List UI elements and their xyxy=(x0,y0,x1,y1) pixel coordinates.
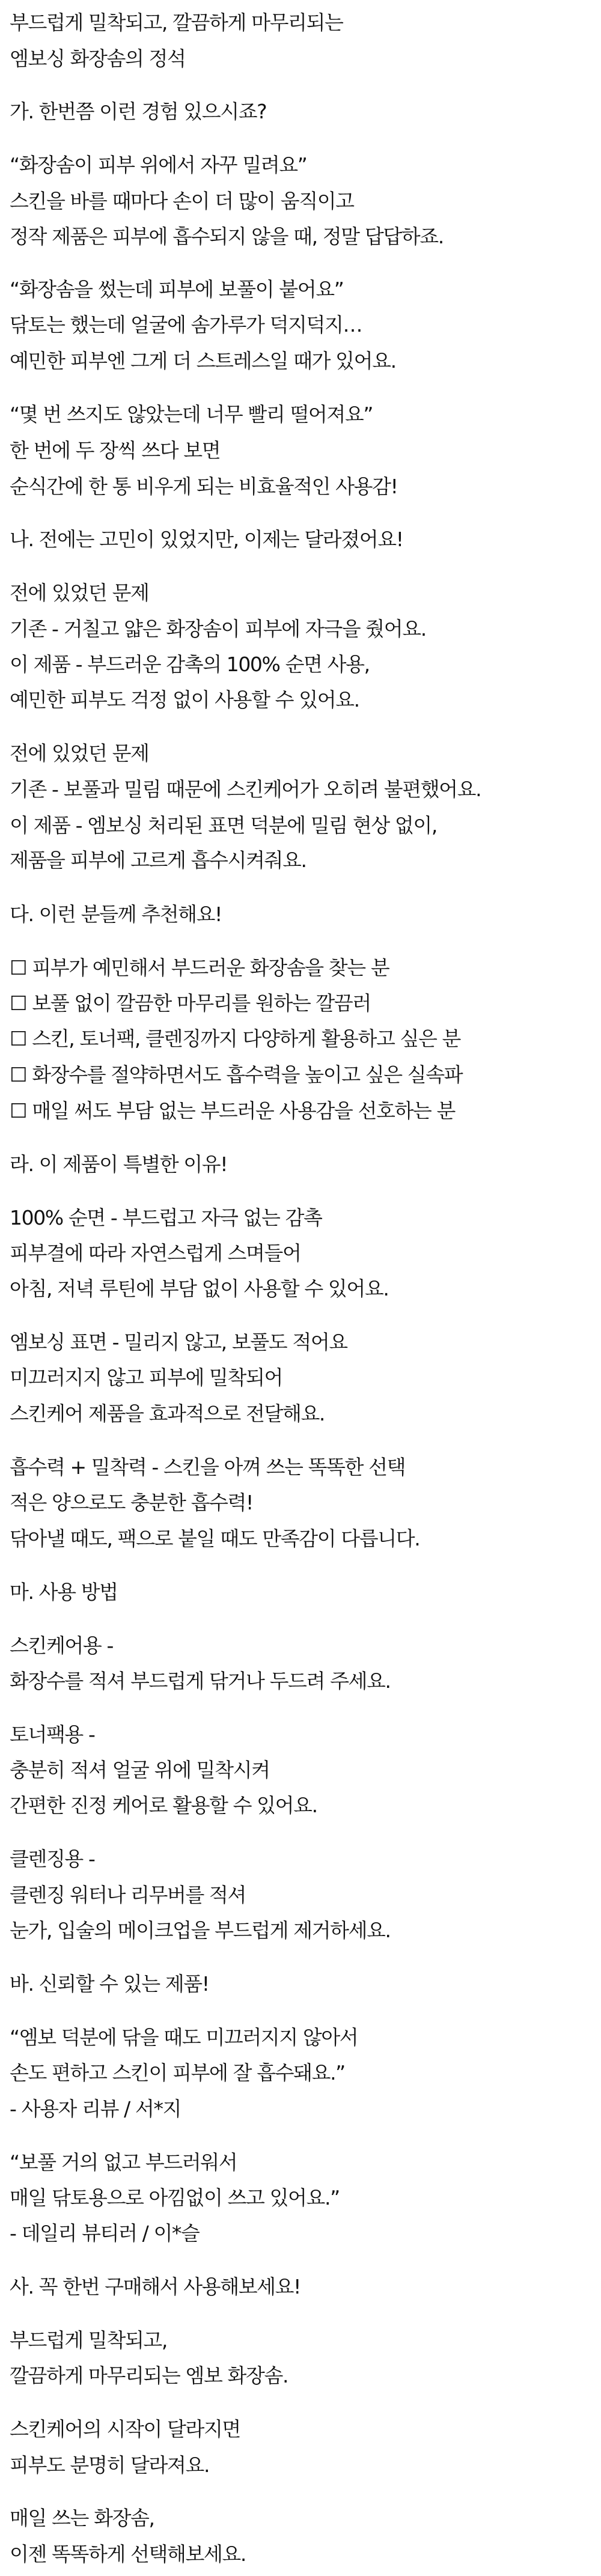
review-1-quote-2: 손도 편하고 스킨이 피부에 잘 흡수돼요.” xyxy=(10,2060,345,2084)
review-2-author: - 데일리 뷰티러 / 이*슬 xyxy=(10,2221,200,2246)
complaint-3-text-1: 한 번에 두 장씩 쓰다 보면 xyxy=(10,438,221,462)
problem-1-label: 전에 있었던 문제 xyxy=(10,580,149,604)
closing-text: 스킨케어의 시작이 달라지면 xyxy=(10,2417,240,2441)
recommend-item: ☐ 화장수를 절약하면서도 흡수력을 높이고 싶은 실속파 xyxy=(10,1062,463,1086)
intro-title-line-2: 엠보싱 화장솜의 정석 xyxy=(10,46,186,70)
review-2-quote-2: 매일 닦토용으로 아낌없이 쓰고 있어요.” xyxy=(10,2185,340,2209)
complaint-2-text-1: 닦토는 했는데 얼굴에 솜가루가 덕지덕지… xyxy=(10,313,362,337)
feature-3-title: 흡수력 + 밀착력 - 스킨을 아껴 쓰는 똑똑한 선택 xyxy=(10,1455,406,1479)
closing-text: 이젠 똑똑하게 선택해보세요. xyxy=(10,2542,246,2566)
review-2-quote-1: “보풀 거의 없고 부드러워서 xyxy=(10,2150,237,2174)
problem-1-before: 기존 - 거칠고 얇은 화장솜이 피부에 자극을 줬어요. xyxy=(10,617,426,641)
recommend-item: ☐ 보풀 없이 깔끔한 마무리를 원하는 깔끔러 xyxy=(10,991,371,1015)
recommend-item: ☐ 스킨, 토너팩, 클렌징까지 다양하게 활용하고 싶은 분 xyxy=(10,1027,461,1051)
complaint-3-quote: “몇 번 쓰지도 않았는데 너무 빨리 떨어져요” xyxy=(10,403,373,427)
closing-text: 매일 쓰는 화장솜, xyxy=(10,2506,154,2530)
usage-1-text: 화장수를 적셔 부드럽게 닦거나 두드려 주세요. xyxy=(10,1669,391,1693)
problem-2-after-1: 이 제품 - 엠보싱 처리된 표면 덕분에 밀림 현상 없이, xyxy=(10,813,437,837)
complaint-2-quote: “화장솜을 썼는데 피부에 보풀이 붙어요” xyxy=(10,278,344,302)
intro-title-line-1: 부드럽게 밀착되고, 깔끔하게 마무리되는 xyxy=(10,10,343,34)
recommend-item: ☐ 피부가 예민해서 부드러운 화장솜을 찾는 분 xyxy=(10,955,389,979)
problem-2-label: 전에 있었던 문제 xyxy=(10,741,149,766)
feature-1-text-1: 피부결에 따라 자연스럽게 스며들어 xyxy=(10,1241,301,1265)
feature-2-text-1: 미끄러지지 않고 피부에 밀착되어 xyxy=(10,1366,282,1390)
feature-2-title: 엠보싱 표면 - 밀리지 않고, 보풀도 적어요 xyxy=(10,1330,347,1354)
problem-1-after-2: 예민한 피부도 걱정 없이 사용할 수 있어요. xyxy=(10,688,359,711)
usage-3-title: 클렌징용 - xyxy=(10,1847,95,1871)
review-1-quote-1: “엠보 덕분에 닦을 때도 미끄러지지 않아서 xyxy=(10,2026,358,2050)
usage-3-text-2: 눈가, 입술의 메이크업을 부드럽게 제거하세요. xyxy=(10,1918,391,1942)
review-1-author: - 사용자 리뷰 / 서*지 xyxy=(10,2096,182,2121)
feature-2-text-2: 스킨케어 제품을 효과적으로 전달해요. xyxy=(10,1401,325,1425)
complaint-1-quote: “화장솜이 피부 위에서 자꾸 밀려요” xyxy=(10,153,307,177)
complaint-2-text-2: 예민한 피부엔 그게 더 스트레스일 때가 있어요. xyxy=(10,349,396,373)
complaint-3-text-2: 순식간에 한 통 비우게 되는 비효율적인 사용감! xyxy=(10,474,398,498)
feature-3-text-2: 닦아낼 때도, 팩으로 붙일 때도 만족감이 다릅니다. xyxy=(10,1526,420,1550)
problem-2-before: 기존 - 보풀과 밀림 때문에 스킨케어가 오히려 불편했어요. xyxy=(10,777,481,801)
feature-3-text-1: 적은 양으로도 충분한 흡수력! xyxy=(10,1490,253,1514)
section-b-heading: 나. 전에는 고민이 있었지만, 이제는 달라졌어요! xyxy=(10,527,403,551)
usage-3-text-1: 클렌징 워터나 리무버를 적셔 xyxy=(10,1883,246,1907)
closing-text: 깔끔하게 마무리되는 엠보 화장솜. xyxy=(10,2364,288,2388)
feature-1-title: 100% 순면 - 부드럽고 자극 없는 감촉 xyxy=(10,1205,322,1229)
usage-2-text-2: 간편한 진정 케어로 활용할 수 있어요. xyxy=(10,1794,317,1818)
section-e-heading: 마. 사용 방법 xyxy=(10,1580,118,1604)
section-a-heading: 가. 한번쯤 이런 경험 있으시죠? xyxy=(10,99,267,123)
usage-2-title: 토너팩용 - xyxy=(10,1722,95,1746)
section-f-heading: 바. 신뢰할 수 있는 제품! xyxy=(10,1972,209,1996)
complaint-1-text-2: 정작 제품은 피부에 흡수되지 않을 때, 정말 답답하죠. xyxy=(10,225,444,249)
section-c-heading: 다. 이런 분들께 추천해요! xyxy=(10,902,222,926)
problem-2-after-2: 제품을 피부에 고르게 흡수시켜줘요. xyxy=(10,848,307,872)
closing-text: 피부도 분명히 달라져요. xyxy=(10,2453,210,2477)
recommend-item: ☐ 매일 써도 부담 없는 부드러운 사용감을 선호하는 분 xyxy=(10,1098,455,1122)
feature-1-text-2: 아침, 저녁 루틴에 부담 없이 사용할 수 있어요. xyxy=(10,1277,389,1301)
closing-text: 부드럽게 밀착되고, xyxy=(10,2328,168,2352)
usage-2-text-1: 충분히 적셔 얼굴 위에 밀착시켜 xyxy=(10,1758,270,1782)
complaint-1-text-1: 스킨을 바를 때마다 손이 더 많이 움직이고 xyxy=(10,189,354,213)
section-g-heading: 사. 꼭 한번 구매해서 사용해보세요! xyxy=(10,2275,300,2299)
section-d-heading: 라. 이 제품이 특별한 이유! xyxy=(10,1152,228,1176)
problem-1-after-1: 이 제품 - 부드러운 감촉의 100% 순면 사용, xyxy=(10,653,370,677)
usage-1-title: 스킨케어용 - xyxy=(10,1633,113,1657)
